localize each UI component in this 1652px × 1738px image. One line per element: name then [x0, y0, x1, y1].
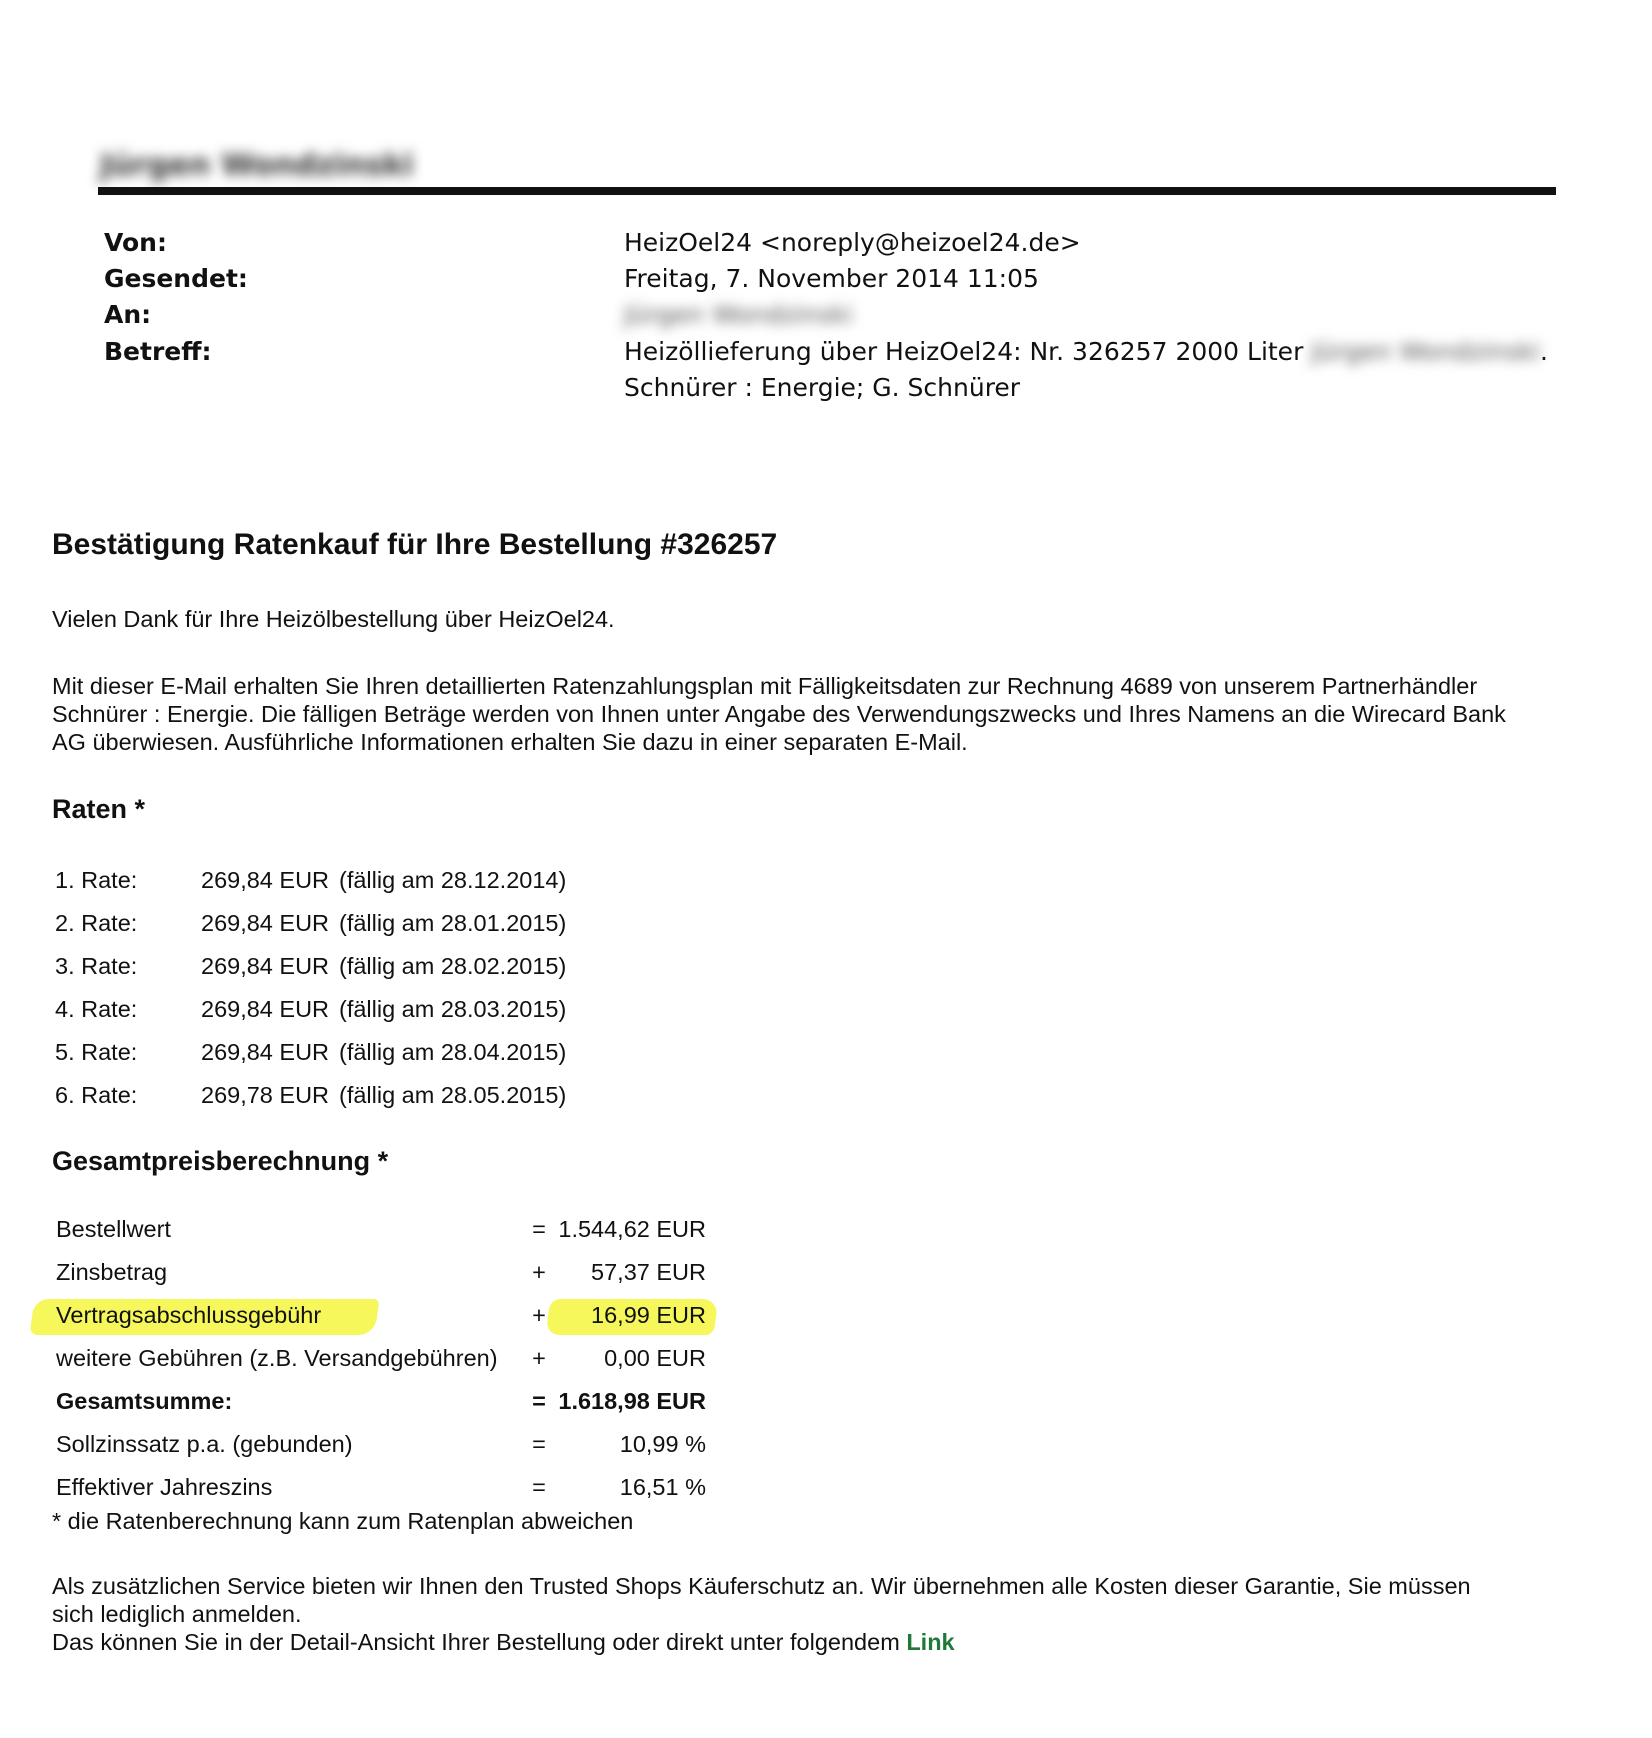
total-row-highlighted [56, 1302, 706, 1334]
service-line-3 [52, 1628, 955, 1656]
from-value: HeizOel24 <noreply@heizoel24.de> [624, 228, 1081, 257]
rate-label: 2. Rate: [55, 910, 138, 936]
service-line-2: sich lediglich anmelden. [52, 1601, 302, 1627]
rate-label: 4. Rate: [55, 996, 138, 1022]
rate-amount: 269,84 EUR [201, 1039, 330, 1065]
rate-amount: 269,84 EUR [201, 996, 330, 1022]
total-operator: + [532, 1302, 546, 1328]
trusted-shops-link[interactable]: Link [906, 1629, 955, 1655]
total-label: Effektiver Jahreszins [56, 1474, 273, 1500]
to-label: An: [104, 300, 152, 329]
rate-label: 1. Rate: [55, 867, 138, 893]
total-label: Gesamtsumme: [56, 1388, 233, 1414]
total-value: 1.618,98 EUR [558, 1388, 706, 1414]
rate-amount: 269,78 EUR [201, 1082, 330, 1108]
total-value: 16,51 % [619, 1474, 706, 1500]
total-value: 10,99 % [619, 1431, 706, 1457]
rate-row [55, 996, 566, 1026]
rate-due: (fällig am 28.04.2015) [339, 1039, 567, 1065]
intro-line-3: AG überwiesen. Ausführliche Informationen erhalten Sie dazu in einer separaten E-Mail. [52, 729, 968, 755]
grand-total-row [56, 1388, 706, 1420]
rate-due: (fällig am 28.03.2015) [339, 996, 567, 1022]
subject-period: . [1540, 337, 1548, 366]
intro-line-1: Mit dieser E-Mail erhalten Sie Ihren detaillierten Ratenzahlungsplan mit Fälligkeitsdaten zur Rechnung 4689 von unserem Partnerhändler [52, 673, 1478, 699]
total-label: Bestellwert [56, 1216, 171, 1242]
total-row [56, 1431, 706, 1463]
rate-label: 3. Rate: [55, 953, 138, 979]
rate-due: (fällig am 28.02.2015) [339, 953, 567, 979]
total-row [56, 1345, 706, 1377]
to-value-redacted: Jürgen Wondzinski [624, 300, 853, 329]
rates-heading: Raten * [52, 794, 146, 824]
subject-redacted-name: Jürgen Wondzinski [1311, 337, 1541, 366]
rate-amount: 269,84 EUR [201, 910, 330, 936]
rate-due: (fällig am 28.12.2014) [339, 867, 567, 893]
intro-line-2: Schnürer : Energie. Die fälligen Beträge werden von Ihnen unter Angabe des Verwendungszwecks und Ihres Namens an die Wirecard Bank [52, 701, 1506, 727]
subject-line-1 [624, 337, 1548, 366]
total-row [56, 1216, 706, 1248]
rate-label: 6. Rate: [55, 1082, 138, 1108]
rate-amount: 269,84 EUR [201, 953, 330, 979]
total-operator: + [532, 1345, 546, 1371]
header-divider [98, 187, 1556, 195]
total-row [56, 1474, 706, 1506]
total-row [56, 1259, 706, 1291]
subject-label: Betreff: [104, 337, 212, 366]
rate-due: (fällig am 28.01.2015) [339, 910, 567, 936]
service-text: Das können Sie in der Detail-Ansicht Ihrer Bestellung oder direkt unter folgendem [52, 1629, 900, 1655]
service-line-1: Als zusätzlichen Service bieten wir Ihnen den Trusted Shops Käuferschutz an. Wir übernehmen alle Kosten dieser Garantie, Sie müssen [52, 1573, 1471, 1599]
total-label: weitere Gebühren (z.B. Versandgebühren) [56, 1345, 498, 1371]
sender-name-redacted: Jürgen Wondzinski [100, 148, 414, 183]
total-label: Sollzinssatz p.a. (gebunden) [56, 1431, 353, 1457]
total-value: 0,00 EUR [604, 1345, 706, 1371]
total-operator: = [532, 1216, 546, 1242]
rate-amount: 269,84 EUR [201, 867, 330, 893]
footnote: * die Ratenberechnung kann zum Ratenplan abweichen [52, 1508, 634, 1534]
rate-row [55, 867, 566, 897]
rate-row [55, 1039, 566, 1069]
total-operator: = [532, 1388, 546, 1414]
total-label: Zinsbetrag [56, 1259, 168, 1285]
rate-due: (fällig am 28.05.2015) [339, 1082, 567, 1108]
total-value: 16,99 EUR [591, 1302, 706, 1328]
total-value: 57,37 EUR [591, 1259, 706, 1285]
total-operator: = [532, 1474, 546, 1500]
rate-row [55, 1082, 566, 1112]
rate-label: 5. Rate: [55, 1039, 138, 1065]
sent-value: Freitag, 7. November 2014 11:05 [624, 264, 1039, 293]
rate-row [55, 953, 566, 983]
thanks-text: Vielen Dank für Ihre Heizölbestellung über HeizOel24. [52, 606, 615, 632]
subject-line-2: Schnürer : Energie; G. Schnürer [624, 373, 1021, 402]
page-title: Bestätigung Ratenkauf für Ihre Bestellung #326257 [52, 528, 778, 561]
totals-heading: Gesamtpreisberechnung * [52, 1146, 389, 1176]
rate-row [55, 910, 566, 940]
total-operator: + [532, 1259, 546, 1285]
subject-text: Heizöllieferung über HeizOel24: Nr. 326257 2000 Liter [624, 337, 1304, 366]
sent-label: Gesendet: [104, 264, 248, 293]
total-label: Vertragsabschlussgebühr [56, 1302, 322, 1328]
from-label: Von: [104, 228, 167, 257]
total-value: 1.544,62 EUR [558, 1216, 706, 1242]
total-operator: = [532, 1431, 546, 1457]
